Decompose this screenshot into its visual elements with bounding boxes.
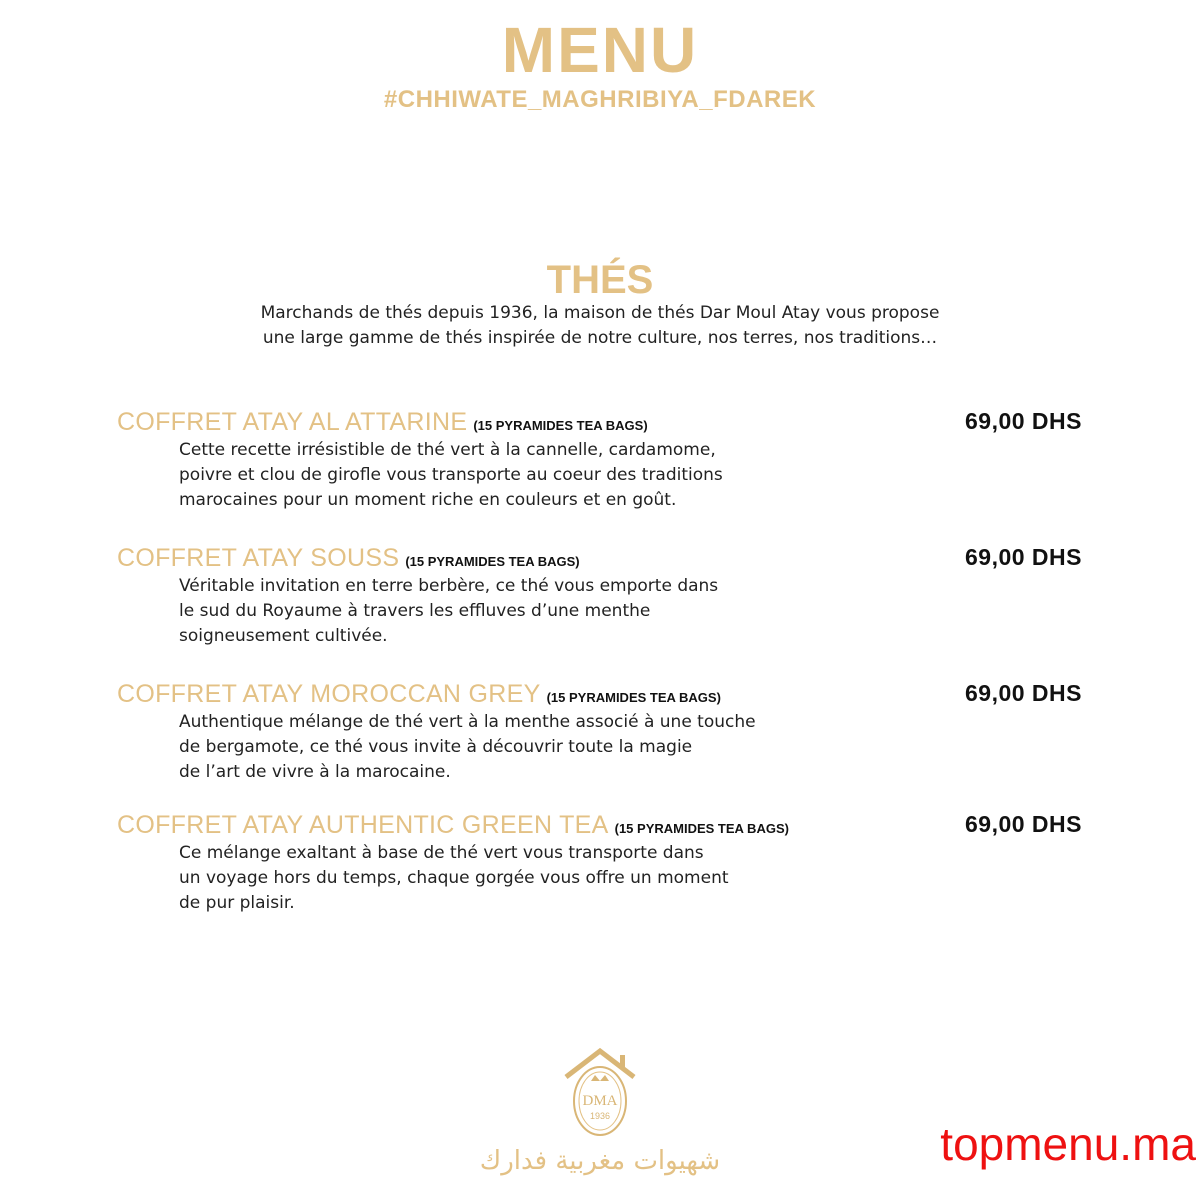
menu-item: [117, 408, 1082, 513]
item-description: Ce mélange exaltant à base de thé vert vous transporte dans un voyage hors du temps, chaque gorgée vous offre un moment de pur plaisir.: [179, 843, 729, 913]
house-crest-icon: [480, 1045, 720, 1180]
watermark: topmenu.ma: [940, 1118, 1196, 1170]
brand-logo: [480, 1045, 720, 1180]
item-description: Véritable invitation en terre berbère, ce thé vous emporte dans le sud du Royaume à travers les effluves d’une menthe soigneusement cultivée.: [179, 576, 719, 646]
svg-text:DMA: DMA: [582, 1093, 618, 1109]
section-title: THÉS: [546, 258, 654, 302]
menu-title: MENU: [501, 14, 699, 86]
item-qty: (15 PYRAMIDES TEA BAGS): [405, 554, 580, 569]
item-name: COFFRET ATAY MOROCCAN GREY: [117, 680, 541, 708]
item-price: 69,00 DHS: [964, 680, 1082, 706]
item-description: Cette recette irrésistible de thé vert à la cannelle, cardamome, poivre et clou de girofle vous transporte au coeur des traditions marocaines pour un moment riche en couleurs et en goût.: [179, 440, 723, 510]
svg-text:1936: 1936: [589, 1111, 611, 1121]
hashtag: #CHHIWATE_MAGHRIBIYA_FDAREK: [383, 86, 817, 113]
section-intro: Marchands de thés depuis 1936, la maison de thés Dar Moul Atay vous propose une large gamme de thés inspirée de notre culture, nos terres, nos traditions…: [260, 303, 940, 348]
menu-item: [117, 680, 1082, 785]
svg-text:شهيوات مغربية فدارك: شهيوات مغربية فدارك: [480, 1146, 720, 1176]
item-name: COFFRET ATAY AL ATTARINE: [117, 408, 468, 436]
item-price: 69,00 DHS: [964, 408, 1082, 434]
item-qty: (15 PYRAMIDES TEA BAGS): [473, 418, 648, 433]
item-qty: (15 PYRAMIDES TEA BAGS): [614, 821, 789, 836]
item-name: COFFRET ATAY AUTHENTIC GREEN TEA: [117, 811, 609, 839]
menu-item: [117, 811, 1082, 916]
menu-item: [117, 544, 1082, 649]
item-qty: (15 PYRAMIDES TEA BAGS): [546, 690, 721, 705]
item-price: 69,00 DHS: [964, 544, 1082, 570]
item-name: COFFRET ATAY SOUSS: [117, 544, 400, 572]
item-price: 69,00 DHS: [964, 811, 1082, 837]
item-description: Authentique mélange de thé vert à la menthe associé à une touche de bergamote, ce thé vous invite à découvrir toute la magie de l’art de vivre à la marocaine.: [179, 712, 756, 782]
